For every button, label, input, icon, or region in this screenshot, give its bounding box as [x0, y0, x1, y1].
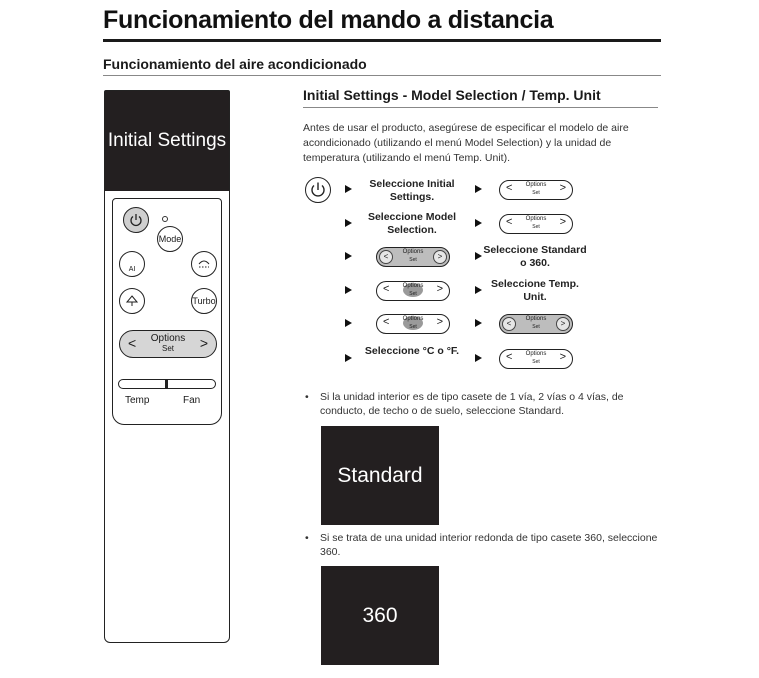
display-360-text: 360 — [362, 603, 398, 627]
slider-center-mark — [165, 379, 168, 389]
triangle-arrow-icon — [475, 185, 482, 193]
chevron-right-icon: > — [559, 351, 566, 363]
options-label: Options — [402, 316, 424, 322]
set-label: Set — [409, 291, 417, 297]
remote-button-panel — [112, 198, 222, 425]
bullet-360 — [303, 531, 658, 559]
triangle-arrow-icon — [345, 286, 352, 294]
chevron-left-icon: < — [383, 316, 390, 328]
display-standard — [321, 426, 439, 525]
options-set-button — [376, 247, 450, 267]
chevron-right-icon: > — [556, 317, 570, 331]
ai-icon — [119, 251, 145, 277]
options-set-button — [376, 314, 450, 334]
triangle-arrow-icon — [475, 354, 482, 362]
options-set-button — [119, 330, 217, 358]
chevron-left-icon: < — [502, 317, 516, 331]
step-1-text: Seleccione Initial Settings. — [369, 178, 455, 203]
ai-label: AI — [128, 265, 136, 273]
remote-screen-text: Initial Settings — [107, 130, 227, 151]
options-set-button — [499, 314, 573, 334]
chevron-right-icon: > — [436, 316, 443, 328]
set-label: Set — [409, 324, 417, 330]
triangle-arrow-icon — [345, 219, 352, 227]
triangle-arrow-icon — [345, 354, 352, 362]
chevron-right-icon: > — [436, 283, 443, 295]
intro-text: Antes de usar el producto, asegúrese de especificar el modelo de aire acondicionado (utilizando el menú Model Selection) y la unidad de temperatura (utilizando el menú Temp. Unit). — [303, 122, 629, 164]
options-label: Options — [525, 182, 547, 188]
set-label: Set — [532, 190, 540, 196]
bullet-dot: • — [305, 391, 309, 403]
power-icon — [123, 207, 149, 233]
slider-fan-label: Fan — [183, 395, 201, 406]
tree-icon — [119, 288, 145, 314]
set-label: Set — [532, 224, 540, 230]
chevron-left-icon: < — [506, 216, 513, 228]
mode-button — [157, 226, 183, 252]
turbo-button — [191, 288, 217, 314]
wind-free-icon — [191, 251, 217, 277]
triangle-arrow-icon — [345, 185, 352, 193]
display-standard-text: Standard — [337, 463, 423, 487]
chevron-right-icon: > — [559, 182, 566, 194]
temp-fan-slider — [118, 379, 216, 389]
section-title: Funcionamiento del aire acondicionado — [103, 56, 661, 76]
options-label: Options — [402, 249, 424, 255]
chevron-right-icon: > — [559, 216, 566, 228]
chevron-left-icon: < — [506, 351, 513, 363]
options-label: Options — [525, 351, 547, 357]
subsection-title: Initial Settings - Model Selection / Temp. Unit — [303, 87, 658, 108]
options-set-button — [499, 349, 573, 369]
page-title: Funcionamiento del mando a distancia — [103, 6, 661, 42]
step-2-text: Seleccione Model Selection. — [367, 211, 457, 236]
power-icon — [305, 177, 331, 203]
remote-screen — [105, 91, 229, 191]
options-label: Options — [525, 316, 547, 322]
triangle-arrow-icon — [475, 319, 482, 327]
chevron-left-icon: < — [383, 283, 390, 295]
turbo-label: Turbo — [192, 296, 216, 306]
options-label: Options — [525, 216, 547, 222]
set-label: Set — [161, 344, 174, 353]
set-label: Set — [532, 324, 540, 330]
remote-control — [104, 90, 230, 643]
chevron-right-icon: > — [199, 335, 208, 351]
chevron-left-icon: < — [128, 335, 137, 351]
chevron-right-icon: > — [433, 250, 447, 264]
triangle-arrow-icon — [475, 219, 482, 227]
triangle-arrow-icon — [345, 319, 352, 327]
step-4-text: Seleccione Temp. Unit. — [491, 278, 579, 303]
options-set-button — [499, 180, 573, 200]
set-label: Set — [409, 257, 417, 263]
slider-temp-label: Temp — [125, 395, 150, 406]
options-label: Options — [402, 283, 424, 289]
options-set-button — [376, 281, 450, 301]
triangle-arrow-icon — [345, 252, 352, 260]
options-set-button — [499, 214, 573, 234]
chevron-left-icon: < — [506, 182, 513, 194]
chevron-left-icon: < — [379, 250, 393, 264]
step-6-text: Seleccione °C o °F. — [364, 345, 460, 357]
display-360 — [321, 566, 439, 665]
bullet-dot: • — [305, 532, 309, 544]
options-label: Options — [150, 333, 186, 344]
led-indicator — [162, 216, 168, 222]
step-3-text: Seleccione Standard o 360. — [483, 244, 587, 269]
mode-label: Mode — [158, 234, 182, 244]
bullet-standard-text: Si la unidad interior es de tipo casete de 1 vía, 2 vías o 4 vías, de conducto, de techo o de suelo, seleccione Standard. — [320, 391, 624, 417]
bullet-standard — [303, 390, 658, 418]
bullet-360-text: Si se trata de una unidad interior redonda de tipo casete 360, seleccione 360. — [320, 532, 658, 558]
set-label: Set — [532, 359, 540, 365]
